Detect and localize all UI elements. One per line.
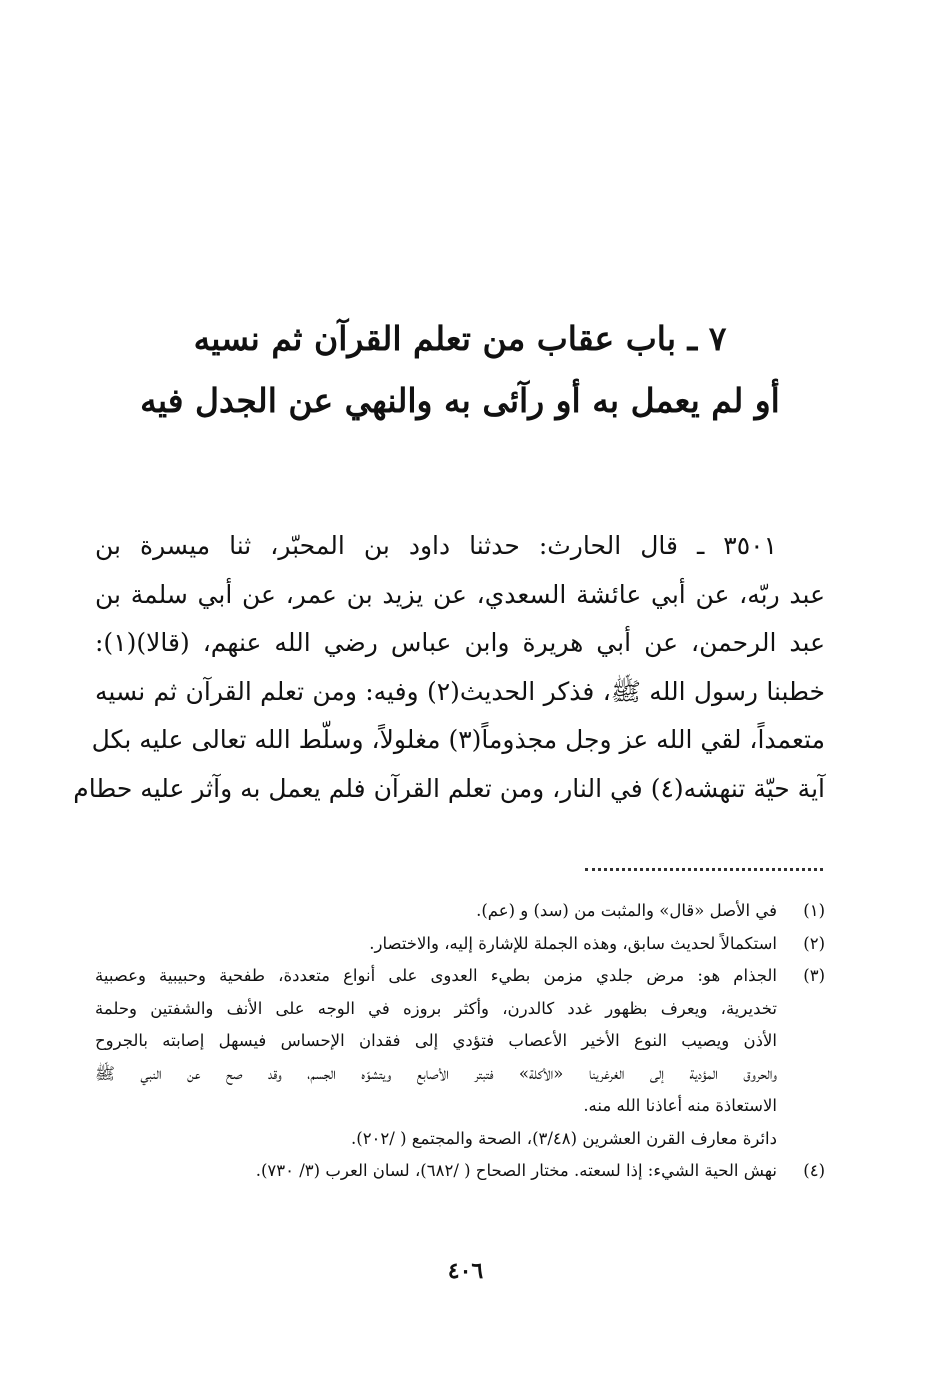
footnote-number: (٣)	[803, 966, 825, 985]
hadith-line: متعمداً، لقي الله عز وجل مجذوماً(٣) مغلولاً، وسلّط الله تعالى عليه بكل	[91, 725, 825, 754]
chapter-title-line-2: أو لم يعمل به أو رآئى به والنهي عن الجدل فيه	[140, 381, 780, 420]
chapter-title	[95, 308, 825, 432]
hadith-line: خطبنا رسول الله ﷺ، فذكر الحديث(٢) وفيه: ومن تعلم القرآن ثم نسيه	[95, 676, 825, 706]
hadith-line: عبد ربّه، عن أبي عائشة السعدي، عن يزيد بن عمر، عن أبي سلمة بن	[95, 579, 825, 609]
footnote-number: (١)	[803, 901, 825, 920]
footnote-number: (٢)	[803, 933, 825, 953]
footnote-text: الجذام هو: مرض جلدي مزمن بطيء العدوى على أنواع متعددة، طفحية وحبيبية وعصبية	[95, 966, 777, 985]
hadith-text	[73, 522, 825, 813]
hadith-line: عبد الرحمن، عن أبي هريرة وابن عباس رضي الله عنهم، (قالا)(١):	[95, 628, 825, 657]
footnote-text: في الأصل «قال» والمثبت من (سد) و (عم).	[476, 901, 777, 920]
hadith-line: آية حيّة تنهشه(٤) في النار، ومن تعلم القرآن فلم يعمل به وآثر عليه حطام	[73, 773, 825, 803]
chapter-title-line-1: ٧ ـ باب عقاب من تعلم القرآن ثم نسيه	[193, 319, 727, 358]
footnote-text: الأذن ويصيب النوع الأخير الأعصاب فتؤدي إلى فقدان الإحساس فيسهل إصابته بالجروح	[95, 1031, 777, 1050]
page-number: ٤٠٦	[447, 1258, 484, 1284]
hadith-line: ٣٥٠١ ـ قال الحارث: حدثنا داود بن المحبّر، ثنا ميسرة بن	[95, 531, 777, 560]
footnote-source: دائرة معارف القرن العشرين (٣/٤٨)، الصحة والمجتمع ( /٢٠٢).	[351, 1128, 777, 1148]
footnote-4	[95, 1155, 825, 1188]
footnote-number: (٤)	[803, 1161, 825, 1180]
footnote-text: نهش الحية الشيء: إذا لسعته. مختار الصحاح ( /٦٨٢)، لسان العرب (٣/ ٧٣٠).	[255, 1161, 777, 1180]
footnote-2	[95, 928, 825, 961]
footnote-text: تخديرية، ويعرف بظهور غدد كالدرن، وأكثر بروزه في الوجه على الأنف والشفتين وحلمة	[95, 998, 777, 1018]
footnotes	[95, 895, 825, 1188]
footnote-3	[95, 960, 825, 1155]
footnote-1	[95, 895, 825, 928]
footnote-text: استكمالاً لحديث سابق، وهذه الجملة للإشارة إليه، والاختصار.	[369, 933, 777, 953]
footnote-separator	[585, 868, 823, 871]
footnote-text: الاستعاذة منه أعاذنا الله منه.	[583, 1096, 777, 1115]
footnote-text: والحروق المؤدية إلى الغرغرينا «الأكلة» فتبتر الأصابع ويتشوّه الجسم، وقد صح عن النبي ﷺ	[95, 1063, 777, 1083]
